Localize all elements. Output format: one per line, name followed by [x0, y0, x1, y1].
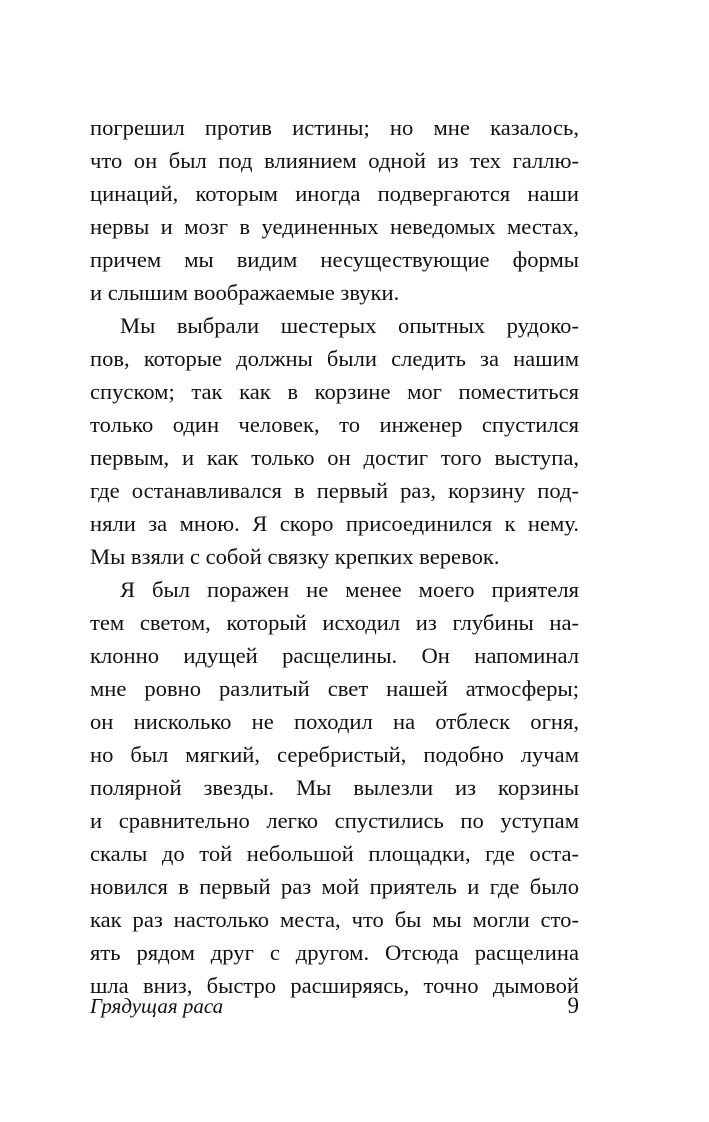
paragraph-2 [90, 309, 579, 573]
running-title: Грядущая раса [90, 994, 224, 1018]
text-line: первым, и как только он достиг того выступа, [90, 445, 579, 470]
text-line: полярной звезды. Мы вылезли из корзины [90, 775, 579, 800]
text-line: скалы до той небольшой площадки, где оста- [90, 841, 579, 866]
text-line: нервы и мозг в уединенных неведомых местах, [90, 214, 579, 239]
text-line: и слышим воображаемые звуки. [90, 280, 400, 305]
text-line: где останавливался в первый раз, корзину под- [90, 478, 579, 503]
text-line: клонно идущей расщелины. Он напоминал [90, 643, 579, 668]
text-line: пов, которые должны были следить за нашим [90, 346, 579, 371]
text-line: только один человек, то инженер спустился [90, 412, 579, 437]
text-line: шла вниз, быстро расширяясь, точно дымовой [90, 973, 579, 998]
page-number: 9 [567, 993, 579, 1018]
text-line: как раз настолько места, что бы мы могли сто- [90, 907, 579, 932]
paragraph-3 [90, 573, 579, 1002]
text-line: но был мягкий, серебристый, подобно лучам [90, 742, 579, 767]
text-line: погрешил против истины; но мне казалось, [90, 115, 579, 140]
text-line: Я был поражен не менее моего приятеля [120, 577, 579, 602]
text-line: причем мы видим несуществующие формы [90, 247, 579, 272]
text-line: тем светом, который исходил из глубины на- [90, 610, 579, 635]
text-line: Мы выбрали шестерых опытных рудоко- [120, 313, 579, 338]
text-line: няли за мною. Я скоро присоединился к нему. [90, 511, 579, 536]
text-line: цинаций, которым иногда подвергаются наши [90, 181, 579, 206]
text-line: он нисколько не походил на отблеск огня, [90, 709, 579, 734]
text-line: ять рядом друг с другом. Отсюда расщелина [90, 940, 579, 965]
text-line: Мы взяли с собой связку крепких веревок. [90, 544, 500, 569]
text-line: мне ровно разлитый свет нашей атмосферы; [90, 676, 579, 701]
paragraph-1 [90, 111, 579, 309]
page-body [90, 111, 579, 1002]
text-line: и сравнительно легко спустились по уступам [90, 808, 579, 833]
page-footer [90, 990, 579, 1022]
text-line: что он был под влиянием одной из тех галлю- [90, 148, 579, 173]
text-line: спуском; так как в корзине мог поместиться [90, 379, 579, 404]
text-line: новился в первый раз мой приятель и где было [90, 874, 579, 899]
